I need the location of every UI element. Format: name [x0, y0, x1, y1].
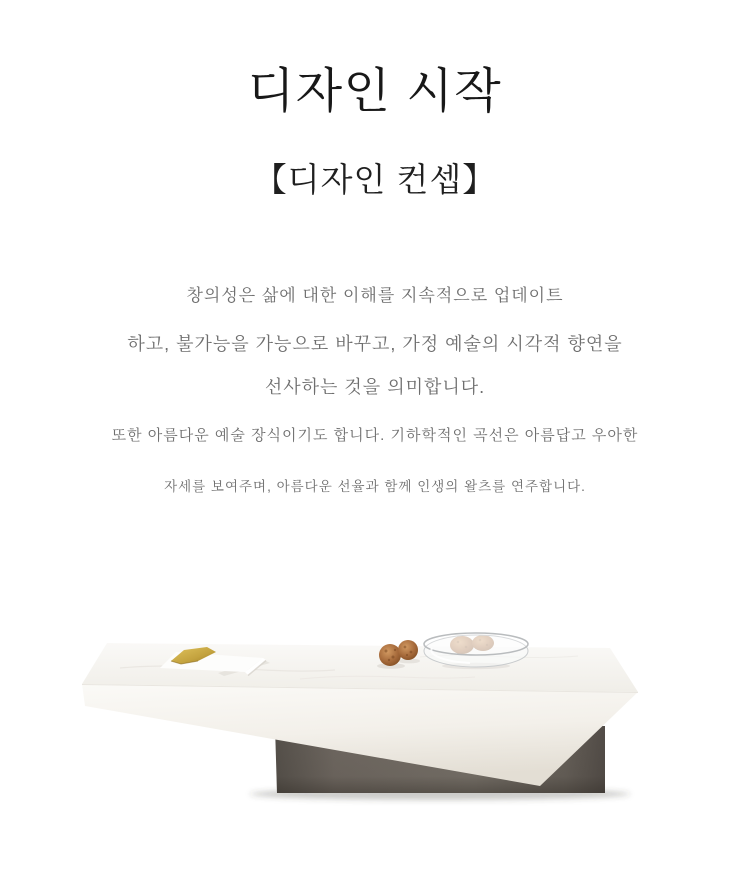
- page-title: 디자인 시작: [247, 65, 503, 118]
- table-body-front-face: [82, 684, 638, 786]
- description-line-3: 선사하는 것을 의미합니다.: [264, 377, 486, 397]
- description-line-5: 자세를 보여주며, 아름다운 선율과 함께 인생의 왈츠를 연주합니다.: [164, 479, 586, 494]
- floor-shadow: [250, 788, 630, 800]
- description-line-4: 또한 아름다운 예술 장식이기도 합니다. 기하학적인 곡선은 아름답고 우아한: [111, 427, 639, 444]
- description-line-2: 하고, 불가능을 가능으로 바꾸고, 가정 예술의 시각적 향연을: [127, 334, 623, 354]
- table-pedestal-base: [275, 726, 605, 793]
- glass-bowl: [424, 633, 528, 669]
- pine-cones: [377, 640, 420, 669]
- description-line-1: 창의성은 삶에 대한 이해를 지속적으로 업데이트: [186, 286, 564, 305]
- table-top-surface: [82, 643, 638, 693]
- book-tray: [160, 652, 270, 676]
- design-concept-heading: 【디자인 컨셉】: [253, 161, 497, 198]
- gold-leaf-ornament: [171, 647, 216, 664]
